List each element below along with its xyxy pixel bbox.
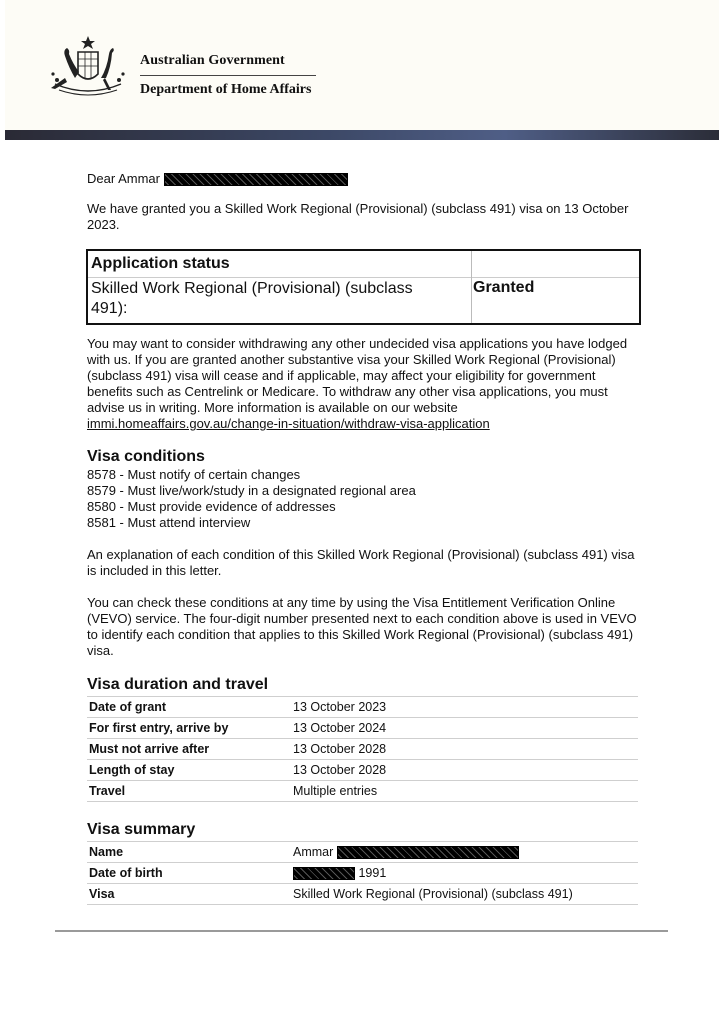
summary-section — [87, 822, 639, 905]
agency-divider — [140, 75, 316, 76]
conditions-list — [87, 467, 639, 531]
duration-table — [87, 696, 638, 802]
row-label: Travel — [87, 781, 291, 802]
row-label: Date of grant — [87, 697, 291, 718]
row-label: For first entry, arrive by — [87, 718, 291, 739]
condition-item: 8581 - Must attend interview — [87, 515, 251, 530]
condition-item: 8578 - Must notify of certain changes — [87, 467, 301, 482]
letter-body — [87, 171, 639, 233]
withdraw-paragraph: You may want to consider withdrawing any other undecided visa applications you have lodged with us. If you are granted another substantive visa your Skilled Work Regional (Provisional) (subclass 491) visa will cease and if applicable, may affect your eligibility for government benefits such as Centrelink or Medicare. To withdraw any other visa applications, you must advise us in writing. More information is available on our website immi.homeaffairs.gov.au/change-in-situation/withdraw-visa-application — [87, 336, 628, 431]
redacted-surname — [164, 173, 348, 186]
coat-of-arms-icon — [45, 34, 131, 100]
redacted-birthdate — [293, 867, 355, 880]
row-value: Multiple entries — [291, 781, 638, 802]
row-value: Ammar — [291, 842, 638, 863]
row-label: Visa — [87, 884, 291, 905]
withdraw-link[interactable]: immi.homeaffairs.gov.au/change-in-situation/withdraw-visa-application — [87, 416, 490, 431]
condition-item: 8579 - Must live/work/study in a designated regional area — [87, 483, 416, 498]
table-row — [87, 863, 638, 884]
application-status-heading: Application status — [91, 255, 230, 272]
table-row — [87, 781, 638, 802]
visa-conditions-section — [87, 449, 639, 659]
letterhead — [5, 0, 719, 130]
row-label: Date of birth — [87, 863, 291, 884]
table-row — [87, 760, 638, 781]
duration-heading: Visa duration and travel — [87, 676, 269, 693]
duration-section — [87, 677, 639, 802]
status-divider — [88, 277, 639, 278]
application-status-box — [86, 249, 641, 325]
row-value: 13 October 2028 — [291, 760, 638, 781]
summary-table — [87, 841, 638, 905]
row-value: 1991 — [291, 863, 638, 884]
visa-conditions-heading: Visa conditions — [87, 448, 205, 465]
row-value: 13 October 2023 — [291, 697, 638, 718]
header-band — [5, 130, 719, 140]
table-row — [87, 718, 638, 739]
row-value: Skilled Work Regional (Provisional) (subclass 491) — [291, 884, 638, 905]
table-row — [87, 739, 638, 760]
salutation: Dear Ammar — [87, 171, 639, 187]
row-value: 13 October 2028 — [291, 739, 638, 760]
conditions-explanation: An explanation of each condition of this Skilled Work Regional (Provisional) (subclass 491) visa is included in this letter. — [87, 547, 635, 578]
row-label: Length of stay — [87, 760, 291, 781]
table-row — [87, 842, 638, 863]
footer-divider — [55, 930, 668, 932]
table-row — [87, 697, 638, 718]
status-column-divider — [471, 251, 472, 323]
condition-item: 8580 - Must provide evidence of addresses — [87, 499, 336, 514]
status-visa-name: Skilled Work Regional (Provisional) (subclass 491): — [91, 280, 413, 317]
redacted-surname — [337, 846, 519, 859]
row-label: Name — [87, 842, 291, 863]
row-label: Must not arrive after — [87, 739, 291, 760]
grant-intro: We have granted you a Skilled Work Regional (Provisional) (subclass 491) visa on 13 October 2023. — [87, 201, 629, 232]
table-row — [87, 884, 638, 905]
status-value: Granted — [473, 279, 535, 296]
agency-name — [140, 53, 316, 98]
row-value: 13 October 2024 — [291, 718, 638, 739]
department-name: Department of Home Affairs — [140, 82, 312, 97]
summary-heading: Visa summary — [87, 821, 196, 838]
withdraw-section — [87, 336, 639, 432]
government-name: Australian Government — [140, 53, 285, 68]
vevo-paragraph: You can check these conditions at any time by using the Visa Entitlement Verification Online (VEVO) service. The four-digit number presented next to each condition above is used in VEVO to identify each condition that applies to this Skilled Work Regional (Provisional) (subclass 491) visa. — [87, 595, 637, 658]
